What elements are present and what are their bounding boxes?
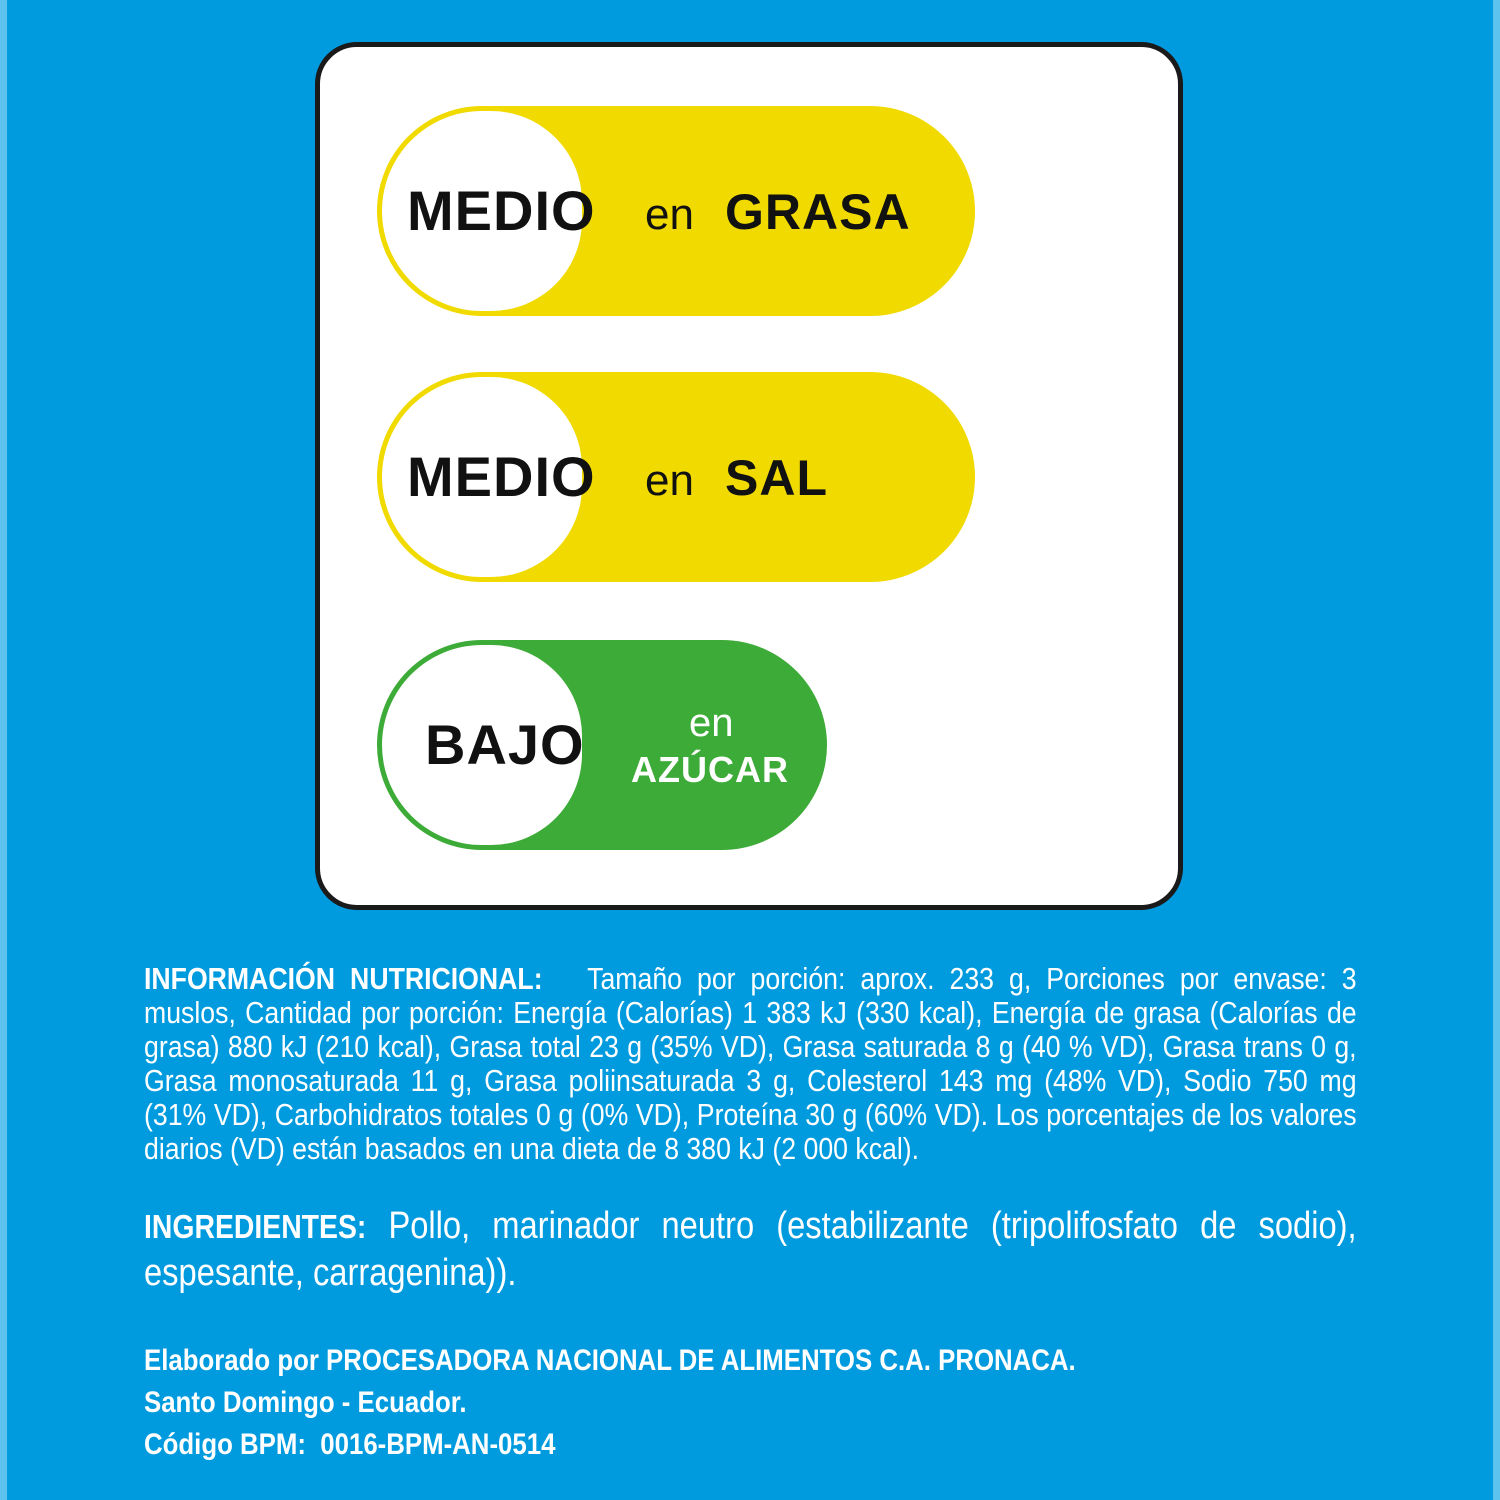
- warning-seals-panel: [315, 42, 1183, 910]
- ingredients-info: [144, 1203, 1357, 1297]
- seal-sugar-nutrient: AZÚCAR: [631, 749, 789, 790]
- seal-sugar: [377, 640, 827, 850]
- seal-sugar-prep: en: [689, 701, 734, 745]
- seal-fat-prep: en: [645, 190, 694, 239]
- ingredients-text: Pollo, marinador neutro (estabilizante (tripolifosfato de sodio), espesante, carragenina)).: [144, 1205, 1357, 1294]
- manufacturer-line-1: Elaborado por PROCESADORA NACIONAL DE ALIMENTOS C.A. PRONACA.: [144, 1344, 1076, 1377]
- nutrition-info: [144, 962, 1357, 1166]
- seal-sugar-level: BAJO: [425, 713, 585, 776]
- manufacturer-line-2: Santo Domingo - Ecuador.: [144, 1386, 467, 1419]
- manufacturer-info: [144, 1340, 1357, 1466]
- seal-salt-level: MEDIO: [407, 445, 596, 508]
- seal-salt-prep: en: [645, 456, 694, 505]
- right-edge-stripe: [1493, 0, 1500, 1500]
- nutrition-label: INFORMACIÓN NUTRICIONAL:: [144, 961, 543, 996]
- seal-fat-level: MEDIO: [407, 179, 596, 242]
- left-edge-stripe: [0, 0, 7, 1500]
- seal-fat-nutrient: GRASA: [725, 184, 911, 240]
- seal-salt: [377, 372, 975, 582]
- seal-salt-nutrient: SAL: [725, 450, 828, 506]
- nutrition-text: Tamaño por porción: aprox. 233 g, Porciones por envase: 3 muslos, Cantidad por porción: Energía (Calorías) 1 383 kJ (330 kcal), Energía de grasa (Calorías de grasa) 880 kJ (210 kcal), Grasa total 23 g (35% VD), Grasa saturada 8 g (40 % VD), Grasa trans 0 g, Grasa monosaturada 11 g, Grasa poliinsaturada 3 g, Colesterol 143 mg (48% VD), Sodio 750 mg (31% VD), Carbohidratos totales 0 g (0% VD), Proteína 30 g (60% VD). Los porcentajes de los valores diarios (VD) están basados en una dieta de 8 380 kJ (2 000 kcal).: [144, 961, 1357, 1166]
- ingredients-label: INGREDIENTES:: [144, 1208, 367, 1245]
- manufacturer-line-3: Código BPM: 0016-BPM-AN-0514: [144, 1428, 556, 1461]
- seal-fat: [377, 106, 975, 316]
